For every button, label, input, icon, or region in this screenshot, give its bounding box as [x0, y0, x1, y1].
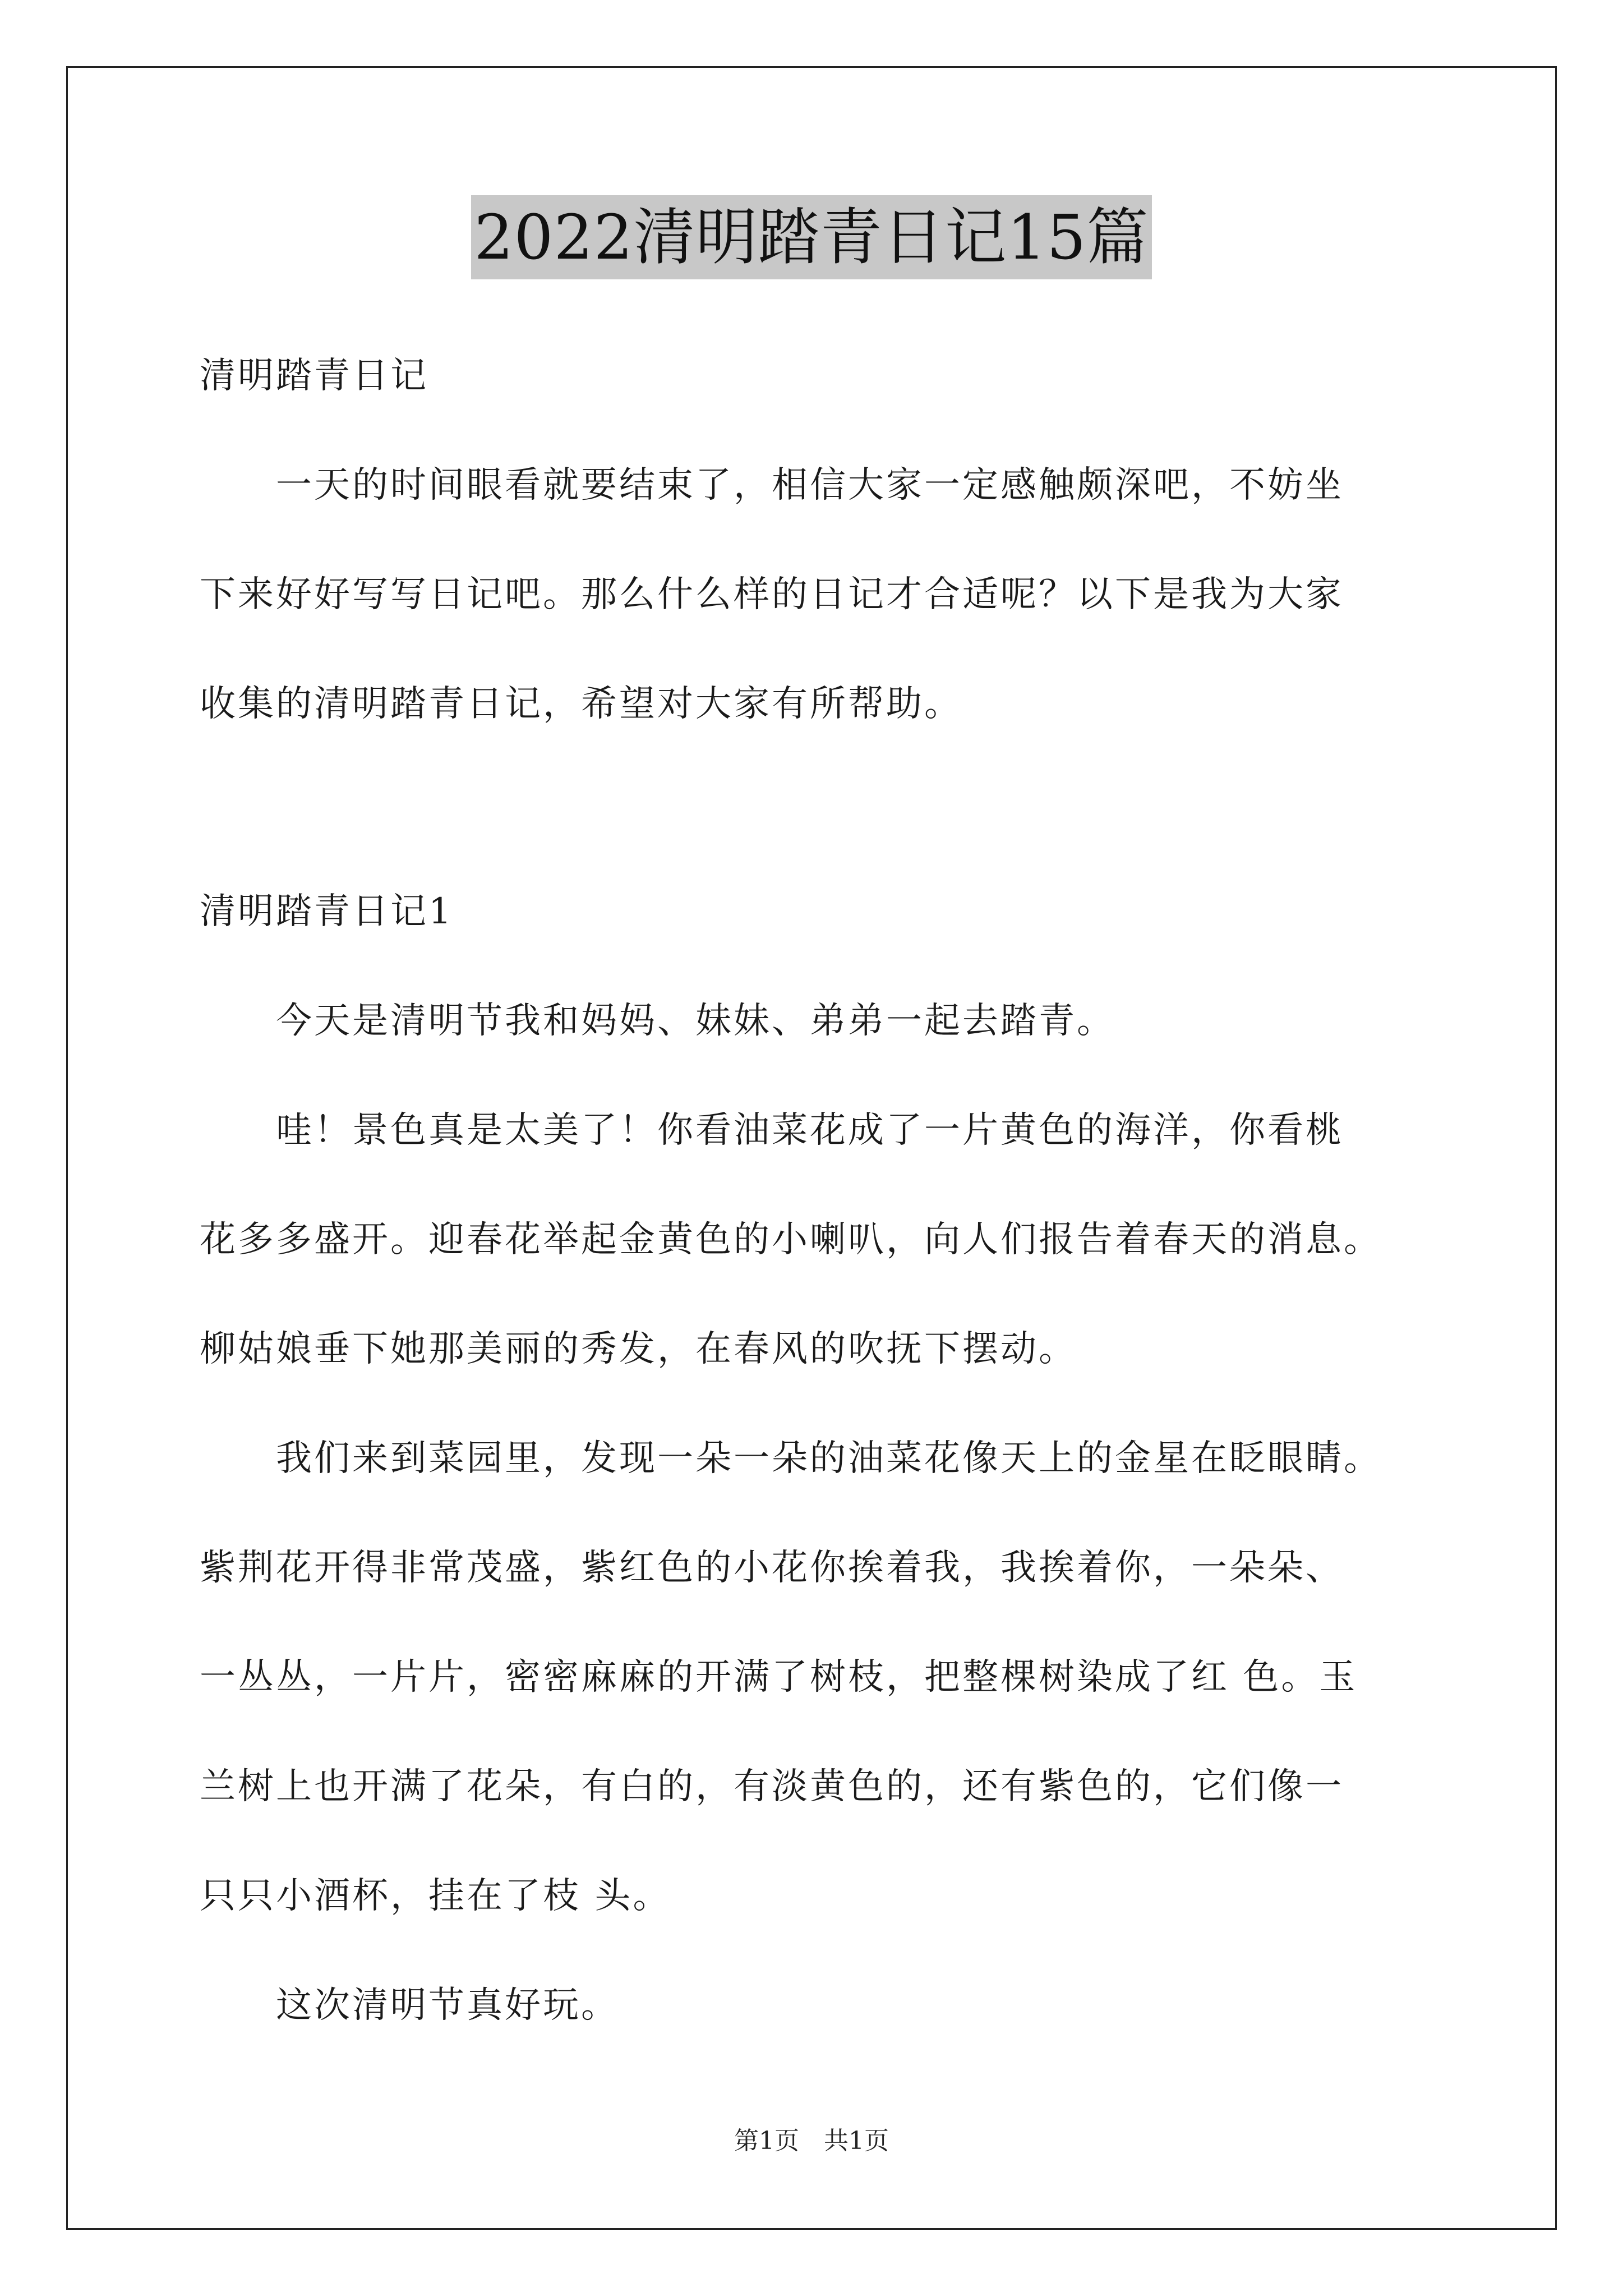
paragraph-line: 柳姑娘垂下她那美丽的秀发，在春风的吹抚下摆动。 — [200, 1328, 1077, 1370]
paragraph-line: 我们来到菜园里，发现一朵一朵的油菜花像天上的金星在眨眼睛。 — [200, 1438, 1382, 1479]
paragraph-line: 今天是清明节我和妈妈、妹妹、弟弟一起去踏青。 — [200, 1000, 1115, 1042]
document-title: 2022清明踏青日记15篇 — [471, 195, 1152, 279]
title-container — [0, 195, 1623, 279]
paragraph-line: 这次清明节真好玩。 — [200, 1985, 619, 2026]
paragraph-line: 花多多盛开。迎春花举起金黄色的小喇叭，向人们报告着春天的消息。 — [200, 1219, 1382, 1260]
paragraph-line: 兰树上也开满了花朵，有白的，有淡黄色的，还有紫色的，它们像一 — [200, 1766, 1344, 1807]
paragraph-line: 只只小酒杯，挂在了枝 头。 — [200, 1875, 671, 1917]
paragraph-line: 一天的时间眼看就要结束了，相信大家一定感触颇深吧，不妨坐 — [200, 464, 1344, 506]
section-heading: 清明踏青日记 — [200, 355, 428, 397]
paragraph-line: 哇！景色真是太美了！你看油菜花成了一片黄色的海洋，你看桃 — [200, 1110, 1344, 1151]
paragraph-line: 下来好好写写日记吧。那么什么样的日记才合适呢？以下是我为大家 — [200, 574, 1344, 615]
paragraph-line: 收集的清明踏青日记，希望对大家有所帮助。 — [200, 683, 962, 725]
page-footer: 第1页 共1页 — [734, 2127, 889, 2155]
section-heading: 清明踏青日记1 — [200, 891, 454, 932]
paragraph-line: 一丛丛，一片片，密密麻麻的开满了树枝，把整棵树染成了红 色。玉 — [200, 1657, 1358, 1698]
paragraph-line: 紫荆花开得非常茂盛，紫红色的小花你挨着我，我挨着你，一朵朵、 — [200, 1547, 1344, 1589]
